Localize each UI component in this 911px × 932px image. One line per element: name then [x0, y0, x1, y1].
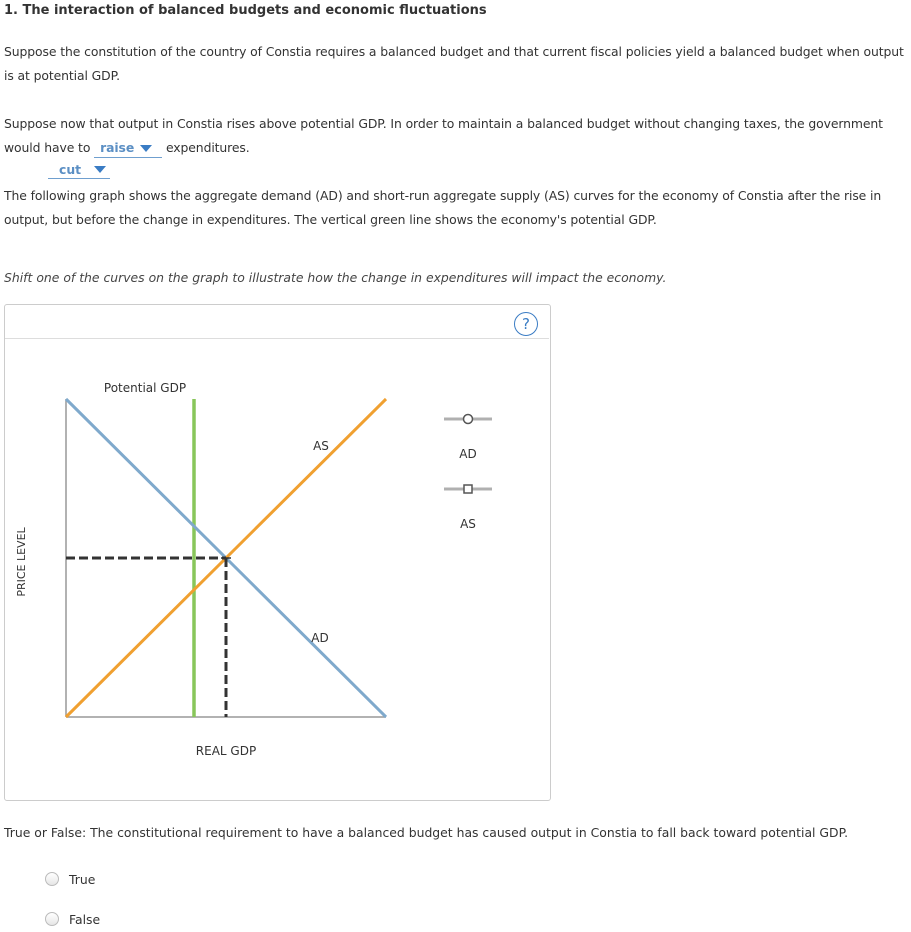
- as-curve-label: AS: [313, 439, 329, 453]
- ad-legend-tool[interactable]: [444, 415, 492, 462]
- option-false[interactable]: [45, 912, 115, 928]
- ad-legend-label: AD: [459, 447, 477, 461]
- graph-instruction: Shift one of the curves on the graph to illustrate how the change in expenditures will impact the economy.: [4, 270, 667, 285]
- circle-marker-icon: [464, 415, 473, 424]
- graph-description-text: The following graph shows the aggregate demand (AD) and short-run aggregate supply (AS) curves for the economy of Constia after the rise in output, but before the change in expenditures. The vertical green line shows the economy's potential GDP.: [4, 188, 882, 227]
- ad-curve-label: AD: [311, 631, 329, 645]
- potential-gdp-label: Potential GDP: [103, 381, 187, 395]
- x-axis-label: REAL GDP: [195, 744, 257, 758]
- square-marker-icon: [464, 485, 472, 493]
- scenario-text-after: expenditures.: [165, 140, 250, 155]
- help-button[interactable]: ?: [514, 312, 538, 336]
- y-axis-label: PRICE LEVEL: [15, 527, 28, 597]
- true-false-prompt: True or False: The constitutional requirement to have a balanced budget has caused output in Constia to fall back toward potential GDP.: [4, 825, 849, 840]
- as-legend-label: AS: [460, 517, 476, 531]
- radio-true[interactable]: [45, 872, 59, 886]
- radio-false[interactable]: [45, 912, 59, 926]
- option-false-label: False: [69, 912, 101, 927]
- dropdown-selected-value: raise: [100, 140, 135, 155]
- as-legend-tool[interactable]: [444, 485, 492, 531]
- question-heading: 1. The interaction of balanced budgets and economic fluctuations: [4, 3, 487, 18]
- scenario-text-before: Suppose now that output in Constia rises above potential GDP. In order to maintain a balanced budget without changing taxes, the government would have to: [4, 116, 883, 155]
- option-true[interactable]: [45, 872, 115, 888]
- dropdown-option-label: cut: [59, 162, 82, 177]
- option-true-label: True: [69, 872, 96, 887]
- question-intro-text: Suppose the constitution of the country of Constia requires a balanced budget and that current fiscal policies yield a balanced budget when output is at potential GDP.: [4, 44, 904, 83]
